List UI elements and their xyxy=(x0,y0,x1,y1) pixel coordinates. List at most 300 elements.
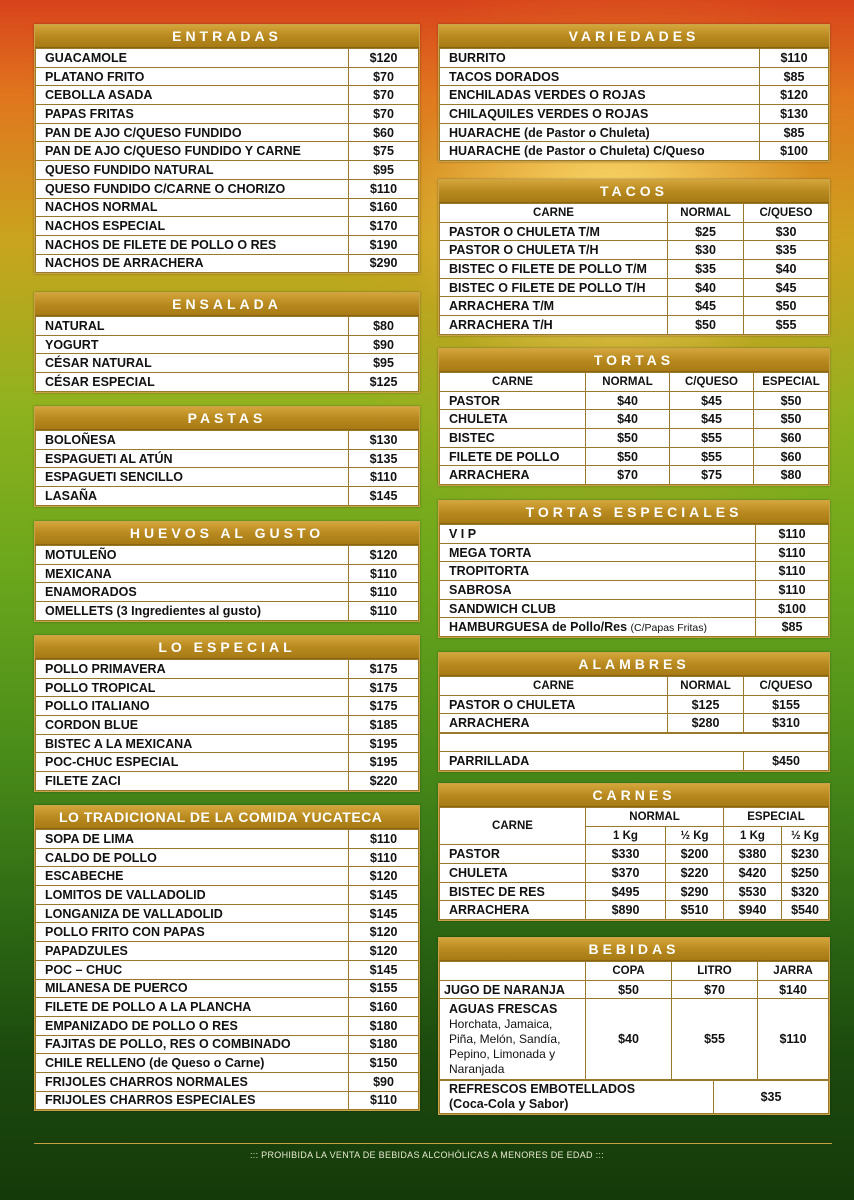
menu-item-price: $145 xyxy=(349,886,419,905)
menu-item-name: MILANESA DE PUERCO xyxy=(36,979,349,998)
row-price: $890 xyxy=(586,901,666,920)
menu-item-price: $110 xyxy=(349,830,419,849)
menu-item-row xyxy=(36,904,419,923)
menu-item-row xyxy=(36,979,419,998)
table-row xyxy=(440,864,829,883)
menu-item-price: $175 xyxy=(349,678,419,697)
carnes-carne-header: CARNE xyxy=(440,808,586,845)
table-row xyxy=(440,391,829,410)
menu-item-row xyxy=(36,923,419,942)
row-price: $45 xyxy=(744,278,829,297)
refrescos-note: (Coca-Cola y Sabor) xyxy=(449,1097,569,1112)
row-price: $330 xyxy=(586,845,666,864)
column-header: 1 Kg xyxy=(724,826,782,845)
aguas-row xyxy=(440,999,829,1080)
row-label: PASTOR O CHULETA xyxy=(440,695,668,714)
table-row xyxy=(440,466,829,485)
menu-item-price: $180 xyxy=(349,1016,419,1035)
menu-item-name: LASAÑA xyxy=(36,487,349,506)
hamburguesa-name: HAMBURGUESA de Pollo/Res xyxy=(449,620,628,635)
menu-item-name: NACHOS ESPECIAL xyxy=(36,217,349,236)
pastas-title: PASTAS xyxy=(35,407,419,430)
menu-item-name: ESCABECHE xyxy=(36,867,349,886)
parrillada-price: $450 xyxy=(744,752,829,771)
menu-item-name: FILETE DE POLLO A LA PLANCHA xyxy=(36,998,349,1017)
menu-item-row xyxy=(36,49,419,68)
row-price: $495 xyxy=(586,882,666,901)
aguas-flavors-4: Naranjada xyxy=(449,1062,505,1077)
menu-item-row xyxy=(36,449,419,468)
entradas-title: ENTRADAS xyxy=(35,25,419,48)
menu-item-row xyxy=(440,142,829,161)
tacos-section xyxy=(438,179,830,336)
row-label: BISTEC O FILETE DE POLLO T/M xyxy=(440,260,668,279)
column-header: ESPECIAL xyxy=(754,373,829,392)
menu-item-price: $190 xyxy=(349,235,419,254)
aguas-name: AGUAS FRESCAS xyxy=(449,1002,558,1017)
menu-item-name: SANDWICH CLUB xyxy=(440,599,756,618)
menu-item-price: $290 xyxy=(349,254,419,273)
menu-item-name: CEBOLLA ASADA xyxy=(36,86,349,105)
variedades-table xyxy=(439,48,829,161)
row-label: BISTEC xyxy=(440,429,586,448)
menu-item-price: $110 xyxy=(756,581,829,600)
menu-item-name: V I P xyxy=(440,525,756,544)
refrescos-table xyxy=(439,1080,829,1114)
menu-item-name: POLLO PRIMAVERA xyxy=(36,660,349,679)
menu-item-name: BISTEC A LA MEXICANA xyxy=(36,734,349,753)
row-price: $30 xyxy=(744,222,829,241)
column-header: NORMAL xyxy=(668,677,744,696)
aguas-jarra: $110 xyxy=(758,999,829,1080)
row-price: $45 xyxy=(668,297,744,316)
especial-table xyxy=(35,659,419,791)
row-price: $200 xyxy=(666,845,724,864)
row-price: $80 xyxy=(754,466,829,485)
variedades-section xyxy=(438,24,830,162)
alambres-title: ALAMBRES xyxy=(439,653,829,676)
menu-item-name: BURRITO xyxy=(440,49,760,68)
menu-item-row xyxy=(36,235,419,254)
table-row xyxy=(440,447,829,466)
table-row xyxy=(440,845,829,864)
row-price: $75 xyxy=(670,466,754,485)
menu-item-price: $95 xyxy=(349,161,419,180)
menu-item-row xyxy=(36,105,419,124)
aguas-litro: $55 xyxy=(672,999,758,1080)
menu-item-name: POLLO FRITO CON PAPAS xyxy=(36,923,349,942)
menu-item-price: $110 xyxy=(349,583,419,602)
menu-item-name: POC-CHUC ESPECIAL xyxy=(36,753,349,772)
menu-item-row xyxy=(36,317,419,336)
row-price: $280 xyxy=(668,714,744,733)
menu-item-name: SABROSA xyxy=(440,581,756,600)
menu-item-row xyxy=(36,998,419,1017)
row-label: ARRACHERA T/H xyxy=(440,316,668,335)
menu-item-name: FRIJOLES CHARROS NORMALES xyxy=(36,1072,349,1091)
menu-item-name: LONGANIZA DE VALLADOLID xyxy=(36,904,349,923)
menu-item-name: PAN DE AJO C/QUESO FUNDIDO Y CARNE xyxy=(36,142,349,161)
row-price: $40 xyxy=(586,391,670,410)
menu-item-price: $220 xyxy=(349,772,419,791)
menu-item-row xyxy=(36,86,419,105)
menu-item-price: $120 xyxy=(349,942,419,961)
menu-item-price: $120 xyxy=(349,49,419,68)
menu-item-price: $160 xyxy=(349,998,419,1017)
menu-item-price: $110 xyxy=(756,562,829,581)
table-row xyxy=(440,410,829,429)
menu-item-price: $70 xyxy=(349,105,419,124)
menu-item-name: CHILAQUILES VERDES O ROJAS xyxy=(440,105,760,124)
row-price: $230 xyxy=(782,845,829,864)
row-price: $45 xyxy=(670,391,754,410)
bebidas-litro-header: LITRO xyxy=(672,962,758,981)
table-row xyxy=(440,278,829,297)
bebidas-title: BEBIDAS xyxy=(439,938,829,961)
footer-notice: ::: PROHIBIDA LA VENTA DE BEBIDAS ALCOHÓLICAS A MENORES DE EDAD ::: xyxy=(249,1150,605,1160)
ensalada-section xyxy=(34,292,420,393)
menu-item-row xyxy=(36,487,419,506)
table-row xyxy=(440,260,829,279)
row-price: $25 xyxy=(668,222,744,241)
menu-item-price: $110 xyxy=(349,602,419,621)
menu-item-row xyxy=(36,373,419,392)
menu-item-name: FAJITAS DE POLLO, RES O COMBINADO xyxy=(36,1035,349,1054)
row-price: $55 xyxy=(670,447,754,466)
ensalada-title: ENSALADA xyxy=(35,293,419,316)
tortas-title: TORTAS xyxy=(439,349,829,372)
menu-item-price: $110 xyxy=(349,179,419,198)
row-label: ARRACHERA xyxy=(440,901,586,920)
table-row xyxy=(440,429,829,448)
row-price: $250 xyxy=(782,864,829,883)
row-price: $50 xyxy=(586,447,670,466)
carnes-normal-header: NORMAL xyxy=(586,808,724,827)
menu-item-name: ESPAGUETI SENCILLO xyxy=(36,468,349,487)
alambres-spacer-row xyxy=(440,734,829,752)
menu-item-price: $100 xyxy=(756,599,829,618)
row-price: $420 xyxy=(724,864,782,883)
menu-item-price: $175 xyxy=(349,697,419,716)
menu-item-row xyxy=(440,49,829,68)
menu-item-row xyxy=(36,354,419,373)
row-price: $50 xyxy=(754,391,829,410)
menu-item-price: $120 xyxy=(349,867,419,886)
row-price: $55 xyxy=(670,429,754,448)
table-row xyxy=(440,297,829,316)
menu-item-row xyxy=(440,67,829,86)
row-price: $55 xyxy=(744,316,829,335)
row-label: ARRACHERA xyxy=(440,714,668,733)
table-row xyxy=(440,241,829,260)
carnes-section xyxy=(438,783,830,921)
column-header: NORMAL xyxy=(668,204,744,223)
menu-item-price: $150 xyxy=(349,1054,419,1073)
menu-item-name: QUESO FUNDIDO NATURAL xyxy=(36,161,349,180)
menu-item-price: $120 xyxy=(349,546,419,565)
menu-item-price: $110 xyxy=(756,543,829,562)
menu-item-name: ESPAGUETI AL ATÚN xyxy=(36,449,349,468)
menu-item-price: $85 xyxy=(760,67,829,86)
menu-item-row xyxy=(36,1035,419,1054)
row-price: $35 xyxy=(668,260,744,279)
huevos-table xyxy=(35,545,419,621)
row-price: $320 xyxy=(782,882,829,901)
menu-item-row xyxy=(36,67,419,86)
row-price: $380 xyxy=(724,845,782,864)
column-header: NORMAL xyxy=(586,373,670,392)
menu-item-row xyxy=(36,431,419,450)
menu-item-price: $120 xyxy=(760,86,829,105)
menu-item-name: QUESO FUNDIDO C/CARNE O CHORIZO xyxy=(36,179,349,198)
menu-item-price: $75 xyxy=(349,142,419,161)
row-price: $60 xyxy=(754,447,829,466)
menu-item-price: $85 xyxy=(760,123,829,142)
menu-item-name: FRIJOLES CHARROS ESPECIALES xyxy=(36,1091,349,1110)
tortas-especiales-section xyxy=(438,500,830,638)
menu-item-row xyxy=(36,254,419,273)
row-price: $70 xyxy=(586,466,670,485)
row-label: PASTOR xyxy=(440,845,586,864)
parrillada-name: PARRILLADA xyxy=(440,752,744,771)
menu-item-price: $160 xyxy=(349,198,419,217)
menu-item-name: ENAMORADOS xyxy=(36,583,349,602)
column-header: CARNE xyxy=(440,204,668,223)
menu-item-row xyxy=(440,123,829,142)
variedades-title: VARIEDADES xyxy=(439,25,829,48)
row-label: ARRACHERA xyxy=(440,466,586,485)
row-price: $50 xyxy=(586,429,670,448)
tradicional-table xyxy=(35,829,419,1110)
menu-item-price: $70 xyxy=(349,67,419,86)
row-price: $220 xyxy=(666,864,724,883)
menu-item-name: FILETE ZACI xyxy=(36,772,349,791)
carnes-especial-header: ESPECIAL xyxy=(724,808,829,827)
menu-item-name: HUARACHE (de Pastor o Chuleta) xyxy=(440,123,760,142)
menu-item-name: POLLO TROPICAL xyxy=(36,678,349,697)
carnes-title: CARNES xyxy=(439,784,829,807)
menu-item-name: PAPAS FRITAS xyxy=(36,105,349,124)
menu-item-row xyxy=(440,525,829,544)
column-header: ½ Kg xyxy=(666,826,724,845)
jugo-name: JUGO DE NARANJA xyxy=(440,980,586,999)
menu-item-name: PAPADZULES xyxy=(36,942,349,961)
menu-item-row xyxy=(36,546,419,565)
refrescos-name: REFRESCOS EMBOTELLADOS xyxy=(449,1082,636,1097)
menu-item-name: POLLO ITALIANO xyxy=(36,697,349,716)
menu-item-price: $70 xyxy=(349,86,419,105)
menu-item-price: $95 xyxy=(349,354,419,373)
aguas-flavors-1: Horchata, Jamaica, xyxy=(449,1017,553,1032)
column-header: C/QUESO xyxy=(744,204,829,223)
menu-item-row xyxy=(36,217,419,236)
menu-item-name: YOGURT xyxy=(36,335,349,354)
menu-item-row xyxy=(36,1054,419,1073)
row-price: $510 xyxy=(666,901,724,920)
menu-item-price: $90 xyxy=(349,335,419,354)
aguas-flavors-3: Pepino, Limonada y xyxy=(449,1047,556,1062)
menu-item-row xyxy=(36,867,419,886)
menu-item-name: PLATANO FRITO xyxy=(36,67,349,86)
menu-item-name: CALDO DE POLLO xyxy=(36,848,349,867)
row-price: $40 xyxy=(668,278,744,297)
row-price: $125 xyxy=(668,695,744,714)
menu-item-price: $110 xyxy=(349,1091,419,1110)
row-label: BISTEC O FILETE DE POLLO T/H xyxy=(440,278,668,297)
menu-item-name: GUACAMOLE xyxy=(36,49,349,68)
menu-item-name: MOTULEÑO xyxy=(36,546,349,565)
tortas-especiales-title: TORTAS ESPECIALES xyxy=(439,501,829,524)
menu-item-price: $80 xyxy=(349,317,419,336)
menu-item-price: $145 xyxy=(349,960,419,979)
row-label: CHULETA xyxy=(440,410,586,429)
menu-item-row xyxy=(36,468,419,487)
menu-item-row xyxy=(440,86,829,105)
menu-item-name: NACHOS NORMAL xyxy=(36,198,349,217)
menu-item-name: PAN DE AJO C/QUESO FUNDIDO xyxy=(36,123,349,142)
row-price: $290 xyxy=(666,882,724,901)
aguas-copa: $40 xyxy=(586,999,672,1080)
column-header: ½ Kg xyxy=(782,826,829,845)
menu-item-row xyxy=(36,697,419,716)
tradicional-title: LO TRADICIONAL DE LA COMIDA YUCATECA xyxy=(35,806,419,829)
tortas-table xyxy=(439,372,829,485)
row-price: $45 xyxy=(670,410,754,429)
ensalada-table xyxy=(35,316,419,392)
menu-item-row xyxy=(36,830,419,849)
menu-item-row xyxy=(440,581,829,600)
menu-item-row xyxy=(36,142,419,161)
menu-item-row xyxy=(36,660,419,679)
row-price: $50 xyxy=(744,297,829,316)
menu-item-row xyxy=(36,1091,419,1110)
table-row xyxy=(440,714,829,733)
menu-item-name: NACHOS DE ARRACHERA xyxy=(36,254,349,273)
bebidas-jarra-header: JARRA xyxy=(758,962,829,981)
row-price: $540 xyxy=(782,901,829,920)
row-price: $30 xyxy=(668,241,744,260)
carnes-table xyxy=(439,807,829,920)
menu-item-row xyxy=(36,1016,419,1035)
menu-item-price: $90 xyxy=(349,1072,419,1091)
menu-item-price: $130 xyxy=(760,105,829,124)
menu-item-price: $170 xyxy=(349,217,419,236)
menu-item-name: OMELLETS (3 Ingredientes al gusto) xyxy=(36,602,349,621)
huevos-title: HUEVOS AL GUSTO xyxy=(35,522,419,545)
menu-item-price: $110 xyxy=(349,468,419,487)
menu-item-price: $195 xyxy=(349,734,419,753)
hamburguesa-row xyxy=(440,618,829,637)
row-label: FILETE DE POLLO xyxy=(440,447,586,466)
menu-item-row xyxy=(36,602,419,621)
menu-item-name: CÉSAR ESPECIAL xyxy=(36,373,349,392)
jugo-litro: $70 xyxy=(672,980,758,999)
row-label: BISTEC DE RES xyxy=(440,882,586,901)
menu-item-price: $100 xyxy=(760,142,829,161)
jugo-copa: $50 xyxy=(586,980,672,999)
menu-item-name: POC – CHUC xyxy=(36,960,349,979)
menu-item-name: TROPITORTA xyxy=(440,562,756,581)
menu-item-row xyxy=(440,105,829,124)
bebidas-section xyxy=(438,937,830,1115)
menu-item-row xyxy=(36,1072,419,1091)
column-header: 1 Kg xyxy=(586,826,666,845)
menu-item-price: $145 xyxy=(349,904,419,923)
menu-item-row xyxy=(36,734,419,753)
refrescos-price: $35 xyxy=(714,1081,829,1114)
menu-item-price: $195 xyxy=(349,753,419,772)
menu-item-price: $125 xyxy=(349,373,419,392)
row-label: ARRACHERA T/M xyxy=(440,297,668,316)
hamburguesa-price: $85 xyxy=(756,618,829,637)
parrillada-table xyxy=(439,733,829,771)
jugo-row xyxy=(440,980,829,999)
column-header: C/QUESO xyxy=(670,373,754,392)
menu-item-price: $155 xyxy=(349,979,419,998)
menu-item-row xyxy=(36,335,419,354)
tradicional-section xyxy=(34,805,420,1111)
bebidas-copa-header: COPA xyxy=(586,962,672,981)
footer-divider xyxy=(34,1143,832,1144)
menu-item-row xyxy=(440,562,829,581)
row-price: $50 xyxy=(668,316,744,335)
menu-item-row xyxy=(440,599,829,618)
menu-item-row xyxy=(36,886,419,905)
table-row xyxy=(440,695,829,714)
entradas-section xyxy=(34,24,420,274)
especial-title: LO ESPECIAL xyxy=(35,636,419,659)
row-price: $530 xyxy=(724,882,782,901)
menu-item-row xyxy=(36,772,419,791)
menu-item-price: $120 xyxy=(349,923,419,942)
row-price: $155 xyxy=(744,695,829,714)
entradas-table xyxy=(35,48,419,273)
menu-item-name: NACHOS DE FILETE DE POLLO O RES xyxy=(36,235,349,254)
menu-item-name: CORDON BLUE xyxy=(36,716,349,735)
pastas-table xyxy=(35,430,419,506)
bebidas-blank-header xyxy=(440,962,586,981)
menu-item-price: $110 xyxy=(349,848,419,867)
tortas-especiales-table xyxy=(439,524,829,637)
menu-item-name: CHILE RELLENO (de Queso o Carne) xyxy=(36,1054,349,1073)
table-row xyxy=(440,882,829,901)
menu-item-price: $145 xyxy=(349,487,419,506)
menu-item-price: $175 xyxy=(349,660,419,679)
alambres-table xyxy=(439,676,829,733)
menu-item-name: HUARACHE (de Pastor o Chuleta) C/Queso xyxy=(440,142,760,161)
row-label: PASTOR O CHULETA T/H xyxy=(440,241,668,260)
table-row xyxy=(440,316,829,335)
menu-item-price: $110 xyxy=(756,525,829,544)
menu-item-name: BOLOÑESA xyxy=(36,431,349,450)
menu-item-name: TACOS DORADOS xyxy=(440,67,760,86)
menu-item-price: $185 xyxy=(349,716,419,735)
tortas-section xyxy=(438,348,830,486)
menu-item-price: $130 xyxy=(349,431,419,450)
menu-item-row xyxy=(440,543,829,562)
menu-item-name: MEXICANA xyxy=(36,564,349,583)
bebidas-table xyxy=(439,961,829,1080)
alambres-section xyxy=(438,652,830,772)
column-header: CARNE xyxy=(440,677,668,696)
aguas-flavors-2: Piña, Melón, Sandía, xyxy=(449,1032,561,1047)
menu-item-price: $60 xyxy=(349,123,419,142)
menu-item-row xyxy=(36,583,419,602)
especial-section xyxy=(34,635,420,792)
jugo-jarra: $140 xyxy=(758,980,829,999)
menu-item-row xyxy=(36,198,419,217)
row-price: $310 xyxy=(744,714,829,733)
